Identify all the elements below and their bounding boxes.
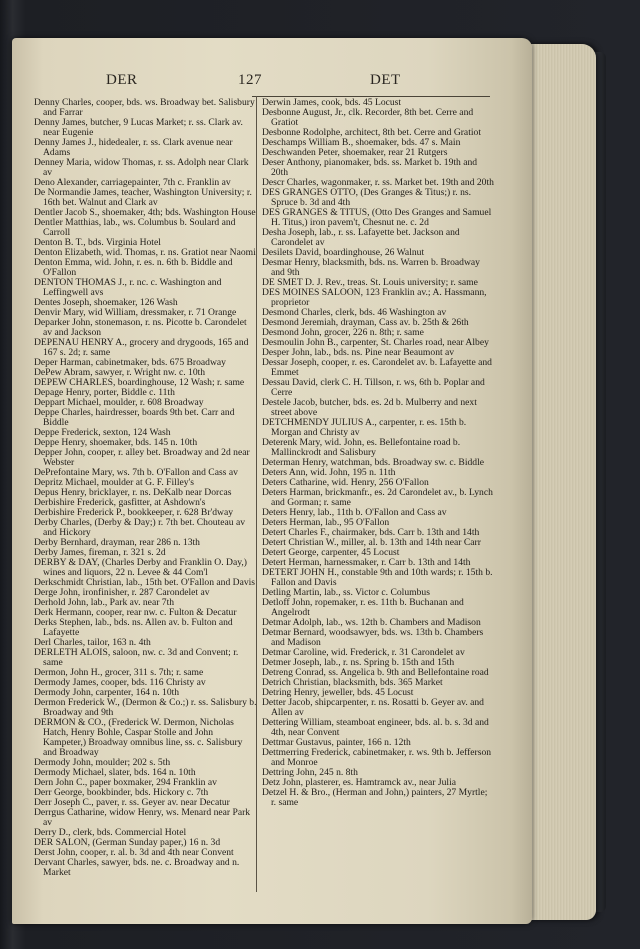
directory-entry: Deppart Michael, moulder, r. 608 Broadway (34, 397, 204, 408)
directory-entry: Derhold John, lab., Park av. near 7th (34, 597, 175, 608)
directory-entry: Desbonne August, Jr., clk. Recorder, 8th bet. Cerre and Gratiot (262, 107, 474, 128)
directory-entry: Deppe Charles, hairdresser, boards 9th bet. Carr and Biddle (34, 407, 235, 428)
directory-entry: Derry D., clerk, bds. Commercial Hotel (34, 827, 187, 838)
directory-entry: Deppe Frederick, sexton, 124 Wash (34, 427, 171, 438)
directory-entry: Detling Martin, lab., ss. Victor c. Columbus (262, 587, 430, 598)
directory-entry: Derbishire Frederick P., bookkeeper, r. 628 Br'dway (34, 507, 234, 518)
directory-entry: Dermody John, moulder; 202 s. 5th (34, 757, 171, 768)
directory-entry: Dervant Charles, sawyer, bds. ne. c. Broadway and n. Market (34, 857, 240, 878)
directory-entry: Desbonne Rodolphe, architect, 8th bet. Cerre and Gratiot (262, 127, 481, 138)
directory-entry: Desha Joseph, lab., r. ss. Lafayette bet. Jackson and Carondelet av (262, 227, 460, 248)
directory-entry: Derkschmidt Christian, lab., 15th bet. O'Fallon and Davis (34, 577, 256, 588)
directory-entry: Detz John, plasterer, es. Hamtramck av., near Julia (262, 777, 456, 788)
directory-entry: Depus Henry, bricklayer, r. ns. DeKalb near Dorcas (34, 487, 232, 498)
directory-entry: Derbishire Frederick, gasfitter, at Ashdown's (34, 497, 206, 508)
directory-entry: Deparker John, stonemason, r. ns. Picotte b. Carondelet av and Jackson (34, 317, 247, 338)
directory-entry: Desmar Henry, blacksmith, bds. ns. Warren b. Broadway and 9th (262, 257, 480, 278)
directory-entry: Depage Henry, porter, Biddle c. 11th (34, 387, 175, 398)
directory-entry: Deno Alexander, carriagepainter, 7th c. Franklin av (34, 177, 231, 188)
directory-entry: Detmar Bernard, woodsawyer, bds. ws. 13th b. Chambers and Madison (262, 627, 484, 648)
directory-entry: DePew Abram, sawyer, r. Wright nw. c. 10th (34, 367, 206, 378)
directory-entry: Denny Charles, cooper, bds. ws. Broadway bet. Salisbury and Farrar (34, 97, 255, 118)
directory-entry: Dettring John, 245 n. 8th (262, 767, 358, 778)
directory-entry: Dermody James, cooper, bds. 116 Christy av (34, 677, 206, 688)
directory-entry: Descr Charles, wagonmaker, r. ss. Market bet. 19th and 20th (262, 177, 494, 188)
directory-entry: Derby Bernhard, drayman, rear 286 n. 13th (34, 537, 200, 548)
directory-entry: Detrich Christian, blacksmith, bds. 365 Market (262, 677, 443, 688)
directory-entry: Detmar Adolph, lab., ws. 12th b. Chambers and Madison (262, 617, 481, 628)
directory-entry: Destele Jacob, butcher, bds. es. 2d b. Mulberry and next street above (262, 397, 477, 418)
directory-entry: Deters Catharine, wid. Henry, 256 O'Fallon (262, 477, 429, 488)
directory-entry: Denvir Mary, wid William, dressmaker, r. 71 Orange (34, 307, 237, 318)
directory-entry: DERMON & CO., (Frederick W. Dermon, Nicholas Hatch, Henry Bohle, Caspar Stolle and John Kampeter,) Broadway omnibus line, ss. c. Salisbury and Broadway (34, 717, 243, 758)
directory-entry: Derl Charles, tailor, 163 n. 4th (34, 637, 151, 648)
directory-entry: DES GRANGES & TITUS, (Otto Des Granges and Samuel H. Titus,) iron pavem't, Chesnut ne. c. 2d (262, 207, 492, 228)
directory-entry: Desilets David, boardinghouse, 26 Walnut (262, 247, 425, 258)
directory-entry: Desper John, lab., bds. ns. Pine near Beaumont av (262, 347, 455, 358)
directory-entry: DE SMET D. J. Rev., treas. St. Louis university; r. same (262, 277, 478, 288)
directory-entry: DES GRANGES OTTO, (Des Granges & Titus;) r. ns. Spruce b. 3d and 4th (262, 187, 472, 208)
directory-entry: Deper Harman, cabinetmaker, bds. 675 Broadway (34, 357, 226, 368)
directory-entry: Detert Christian W., miller, al. b. 13th and 14th near Carr (262, 537, 481, 548)
directory-entry: Derby James, fireman, r. 321 s. 2d (34, 547, 166, 558)
directory-entry: DERBY & DAY, (Charles Derby and Franklin O. Day,) wines and liquors, 22 n. Levee & 44 Com'l (34, 557, 247, 578)
directory-entry: Detring Henry, jeweller, bds. 45 Locust (262, 687, 414, 698)
directory-entry: Detzel H. & Bro., (Herman and John,) painters, 27 Myrtle; r. same (262, 787, 488, 808)
directory-entry: Desmoulin John B., carpenter, St. Charles road, near Albey (262, 337, 489, 348)
directory-entry: Derk Hermann, cooper, rear nw. c. Fulton & Decatur (34, 607, 237, 618)
directory-entry: Deters Herman, lab., 95 O'Fallon (262, 517, 390, 528)
directory-entry: Deters Ann, wid. John, 195 n. 11th (262, 467, 396, 478)
directory-entry: Desmond Charles, clerk, bds. 46 Washington av (262, 307, 447, 318)
directory-entry: Denton B. T., bds. Virginia Hotel (34, 237, 161, 248)
directory-entry: DENTON THOMAS J., r. nc. c. Washington and Leffingwell avs (34, 277, 222, 298)
directory-entry: Denny James, butcher, 9 Lucas Market; r. ss. Clark av. near Eugenie (34, 117, 243, 138)
directory-entry: Deters Henry, lab., 11th b. O'Fallon and Cass av (262, 507, 447, 518)
directory-entry: DEPEW CHARLES, boardinghouse, 12 Wash; r. same (34, 377, 245, 388)
header-left-guide-word: DER (106, 72, 138, 88)
directory-entry: Dentes Joseph, shoemaker, 126 Wash (34, 297, 178, 308)
directory-entry: Dentler Jacob S., shoemaker, 4th; bds. Washington House (34, 207, 256, 218)
directory-entry: Deters Harman, brickmanfr., es. 2d Carondelet av., b. Lynch and Gorman; r. same (262, 487, 493, 508)
directory-entry: Detreng Conrad, ss. Angelica b. 9th and Bellefontaine road (262, 667, 489, 678)
directory-entry: De Normandie James, teacher, Washington University; r. 16th bet. Walnut and Clark av (34, 187, 252, 208)
directory-entry: Detloff John, ropemaker, r. es. 11th b. Buchanan and Angelrodt (262, 597, 464, 618)
directory-entry: Dermody Michael, slater, bds. 164 n. 10th (34, 767, 196, 778)
directory-entry: Denton Emma, wid. John, r. es. n. 6th b. Biddle and O'Fallon (34, 257, 233, 278)
directory-entry: Dermon, John H., grocer, 311 s. 7th; r. same (34, 667, 204, 678)
directory-entry: Dentler Matthias, lab., ws. Columbus b. Soulard and Carroll (34, 217, 236, 238)
directory-entry: Dessar Joseph, cooper, r. es. Carondelet av. b. Lafayette and Emmet (262, 357, 492, 378)
directory-entry: Derks Stephen, lab., bds. ns. Allen av. b. Fulton and Lafayette (34, 617, 233, 638)
page-number: 127 (238, 72, 262, 88)
directory-entry: Desmond John, grocer, 226 n. 8th; r. same (262, 327, 424, 338)
directory-entry: Denny James J., hidedealer, r. ss. Clark avenue near Adams (34, 137, 233, 158)
page-header (12, 72, 532, 92)
directory-entry: DER SALON, (German Sunday paper,) 16 n. 3d (34, 837, 221, 848)
directory-entry: Derr Joseph C., paver, r. ss. Geyer av. near Decatur (34, 797, 230, 808)
directory-entry: DETCHMENDY JULIUS A., carpenter, r. es. 15th b. Morgan and Christy av (262, 417, 467, 438)
directory-entry: DePrefontaine Mary, ws. 7th b. O'Fallon and Cass av (34, 467, 238, 478)
directory-entry: Deterenk Mary, wid. John, es. Bellefontaine road b. Mallinckrodt and Salisbury (262, 437, 461, 458)
directory-entry: Detert George, carpenter, 45 Locust (262, 547, 400, 558)
directory-entry: Dettmerring Frederick, cabinetmaker, r. ws. 9th b. Jefferson and Monroe (262, 747, 492, 768)
directory-entry: Dern John C., paper boxmaker, 294 Franklin av (34, 777, 217, 788)
header-right-guide-word: DET (370, 72, 401, 88)
directory-entry: Dettering William, steamboat engineer, bds. al. b. s. 3d and 4th, near Convent (262, 717, 489, 738)
page-edges (530, 44, 596, 920)
directory-entry: Deser Anthony, pianomaker, bds. ss. Market b. 19th and 20th (262, 157, 478, 178)
directory-entry: Derby Charles, (Derby & Day;) r. 7th bet. Chouteau av and Hickory (34, 517, 246, 538)
right-column (262, 98, 494, 808)
directory-page (12, 38, 532, 924)
directory-entry: Detert Charles F., chairmaker, bds. Carr b. 13th and 14th (262, 527, 480, 538)
directory-entry: DES MOINES SALOON, 123 Franklin av.; A. Hassmann, proprietor (262, 287, 487, 308)
directory-entry: DETERT JOHN H., constable 9th and 10th wards; r. 15th b. Fallon and Davis (262, 567, 493, 588)
directory-entry: Derst John, cooper, r. al. b. 3d and 4th near Convent (34, 847, 234, 858)
directory-entry: Detert Herman, harnessmaker, r. Carr b. 13th and 14th (262, 557, 471, 568)
directory-entry: Derr George, bookbinder, bds. Hickory c. 7th (34, 787, 209, 798)
directory-entry: Dermon Frederick W., (Dermon & Co.;) r. ss. Salisbury b. Broadway and 9th (34, 697, 257, 718)
directory-entry: Detmer Joseph, lab., r. ns. Spring b. 15th and 15th (262, 657, 455, 668)
directory-entry: Dettmar Gustavus, painter, 166 n. 12th (262, 737, 411, 748)
directory-entry: Detter Jacob, shipcarpenter, r. ns. Rosatti b. Geyer av. and Allen av (262, 697, 484, 718)
directory-entry: Derwin James, cook, bds. 45 Locust (262, 97, 402, 108)
directory-entry: Derge John, ironfinisher, r. 287 Carondelet av (34, 587, 210, 598)
directory-entry: Detmar Caroline, wid. Frederick, r. 31 Carondelet av (262, 647, 465, 658)
directory-entry: Determan Henry, watchman, bds. Broadway sw. c. Biddle (262, 457, 485, 468)
directory-entry: Derrgus Catharine, widow Henry, ws. Menard near Park av (34, 807, 251, 828)
directory-entry: Depritz Michael, moulder at G. F. Filley's (34, 477, 195, 488)
directory-entry: DERLETH ALOIS, saloon, nw. c. 3d and Convent; r. same (34, 647, 239, 668)
directory-entry: Deschwanden Peter, shoemaker, rear 21 Rutgers (262, 147, 448, 158)
directory-entry: Desmond Jeremiah, drayman, Cass av. b. 25th & 26th (262, 317, 469, 328)
directory-entry: Deschamps William B., shoemaker, bds. 47 s. Main (262, 137, 461, 148)
directory-entry: Dermody John, carpenter, 164 n. 10th (34, 687, 180, 698)
directory-entry: DEPENAU HENRY A., grocery and drygoods, 165 and 167 s. 2d; r. same (34, 337, 249, 358)
directory-entry: Deppe Henry, shoemaker, bds. 145 n. 10th (34, 437, 198, 448)
directory-entry: Denney Maria, widow Thomas, r. ss. Adolph near Clark av (34, 157, 249, 178)
left-column (34, 98, 258, 878)
directory-entry: Depper John, cooper, r. alley bet. Broadway and 2d near Webster (34, 447, 250, 468)
directory-entry: Denton Elizabeth, wid. Thomas, r. ns. Gratiot near Naomi (34, 247, 256, 258)
directory-entry: Dessau David, clerk C. H. Tillson, r. ws, 6th b. Poplar and Cerre (262, 377, 485, 398)
